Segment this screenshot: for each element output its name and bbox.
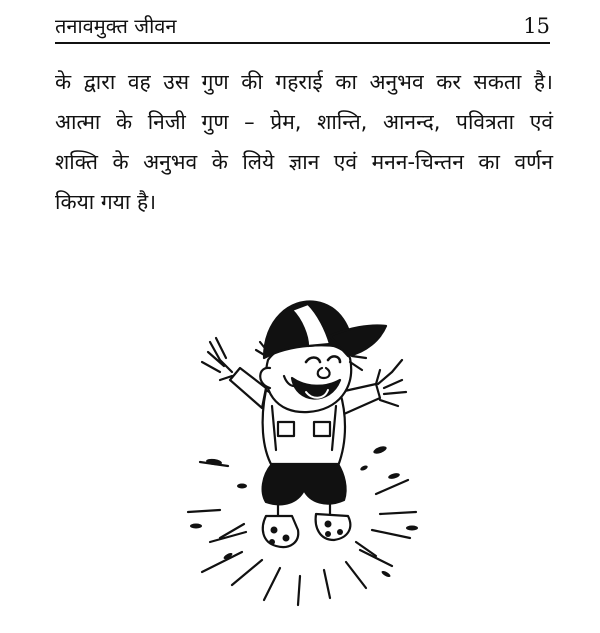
shirt-pocket xyxy=(278,422,294,436)
jumping-boy-drawing xyxy=(180,280,430,615)
body-paragraph xyxy=(55,62,553,222)
shorts xyxy=(263,464,346,504)
right-boot xyxy=(316,514,351,540)
running-title: तनावमुक्त जीवन xyxy=(55,14,177,38)
right-hand xyxy=(376,360,406,406)
jumping-boy-illustration xyxy=(180,280,430,615)
left-boot xyxy=(263,516,298,547)
running-header xyxy=(55,12,550,44)
page-number: 15 xyxy=(523,14,550,38)
body-line-4: किया गया है। xyxy=(55,190,157,214)
body-line-2: आत्मा के निजी गुण – प्रेम, शान्ति, आनन्द, पवित्रता एवं xyxy=(55,110,553,134)
left-hand xyxy=(202,338,232,380)
body-line-1: के द्वारा वह उस गुण की गहराई का अनुभव कर सकता है। xyxy=(55,70,553,94)
body-line-3: शक्ति के अनुभव के लिये ज्ञान एवं मनन-चिन्तन का वर्णन xyxy=(55,150,553,174)
shirt-pocket xyxy=(314,422,330,436)
